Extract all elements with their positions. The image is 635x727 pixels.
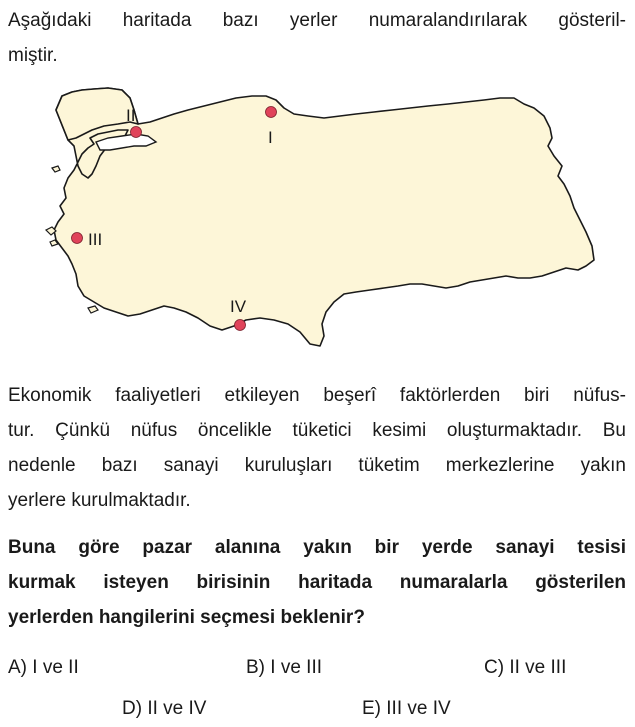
marker-iv-label: IV <box>230 297 247 316</box>
marker-iii-label: III <box>88 230 103 249</box>
location-dot-icon <box>72 233 83 244</box>
intro-line-2: miştir. <box>8 45 58 66</box>
intro-text <box>8 3 626 73</box>
location-dot-icon <box>235 320 246 331</box>
island-shape <box>52 166 60 172</box>
option-e[interactable]: E) III ve IV <box>362 698 451 719</box>
turkey-map <box>38 80 598 360</box>
marker-ii-label: II <box>126 106 136 125</box>
intro-line-1: Aşağıdaki haritada bazı yerler numaralandırılarak gösteril- <box>8 10 626 31</box>
option-b[interactable]: B) I ve III <box>246 657 323 678</box>
location-dot-icon <box>131 127 142 138</box>
island-shape <box>88 306 98 313</box>
question-line-2: kurmak isteyen birisinin haritada numaralarla gösterilen <box>8 572 626 593</box>
location-dot-icon <box>266 107 277 118</box>
question-stem <box>8 530 626 635</box>
question-line-1: Buna göre pazar alanına yakın bir yerde sanayi tesisi <box>8 537 626 558</box>
option-d[interactable]: D) II ve IV <box>122 698 207 719</box>
body-line-2: tur. Çünkü nüfus öncelikle tüketici kesimi oluşturmaktadır. Bu <box>8 420 626 441</box>
question-line-3: yerlerden hangilerini seçmesi beklenir? <box>8 607 365 628</box>
body-line-4: yerlere kurulmaktadır. <box>8 490 191 511</box>
body-line-3: nedenle bazı sanayi kuruluşları tüketim merkezlerine yakın <box>8 455 626 476</box>
marker-i-label: I <box>268 128 273 147</box>
body-line-1: Ekonomik faaliyetleri etkileyen beşerî faktörlerden biri nüfus- <box>8 385 626 406</box>
option-c[interactable]: C) II ve III <box>484 657 567 678</box>
option-a[interactable]: A) I ve II <box>8 657 79 678</box>
body-paragraph <box>8 378 626 518</box>
